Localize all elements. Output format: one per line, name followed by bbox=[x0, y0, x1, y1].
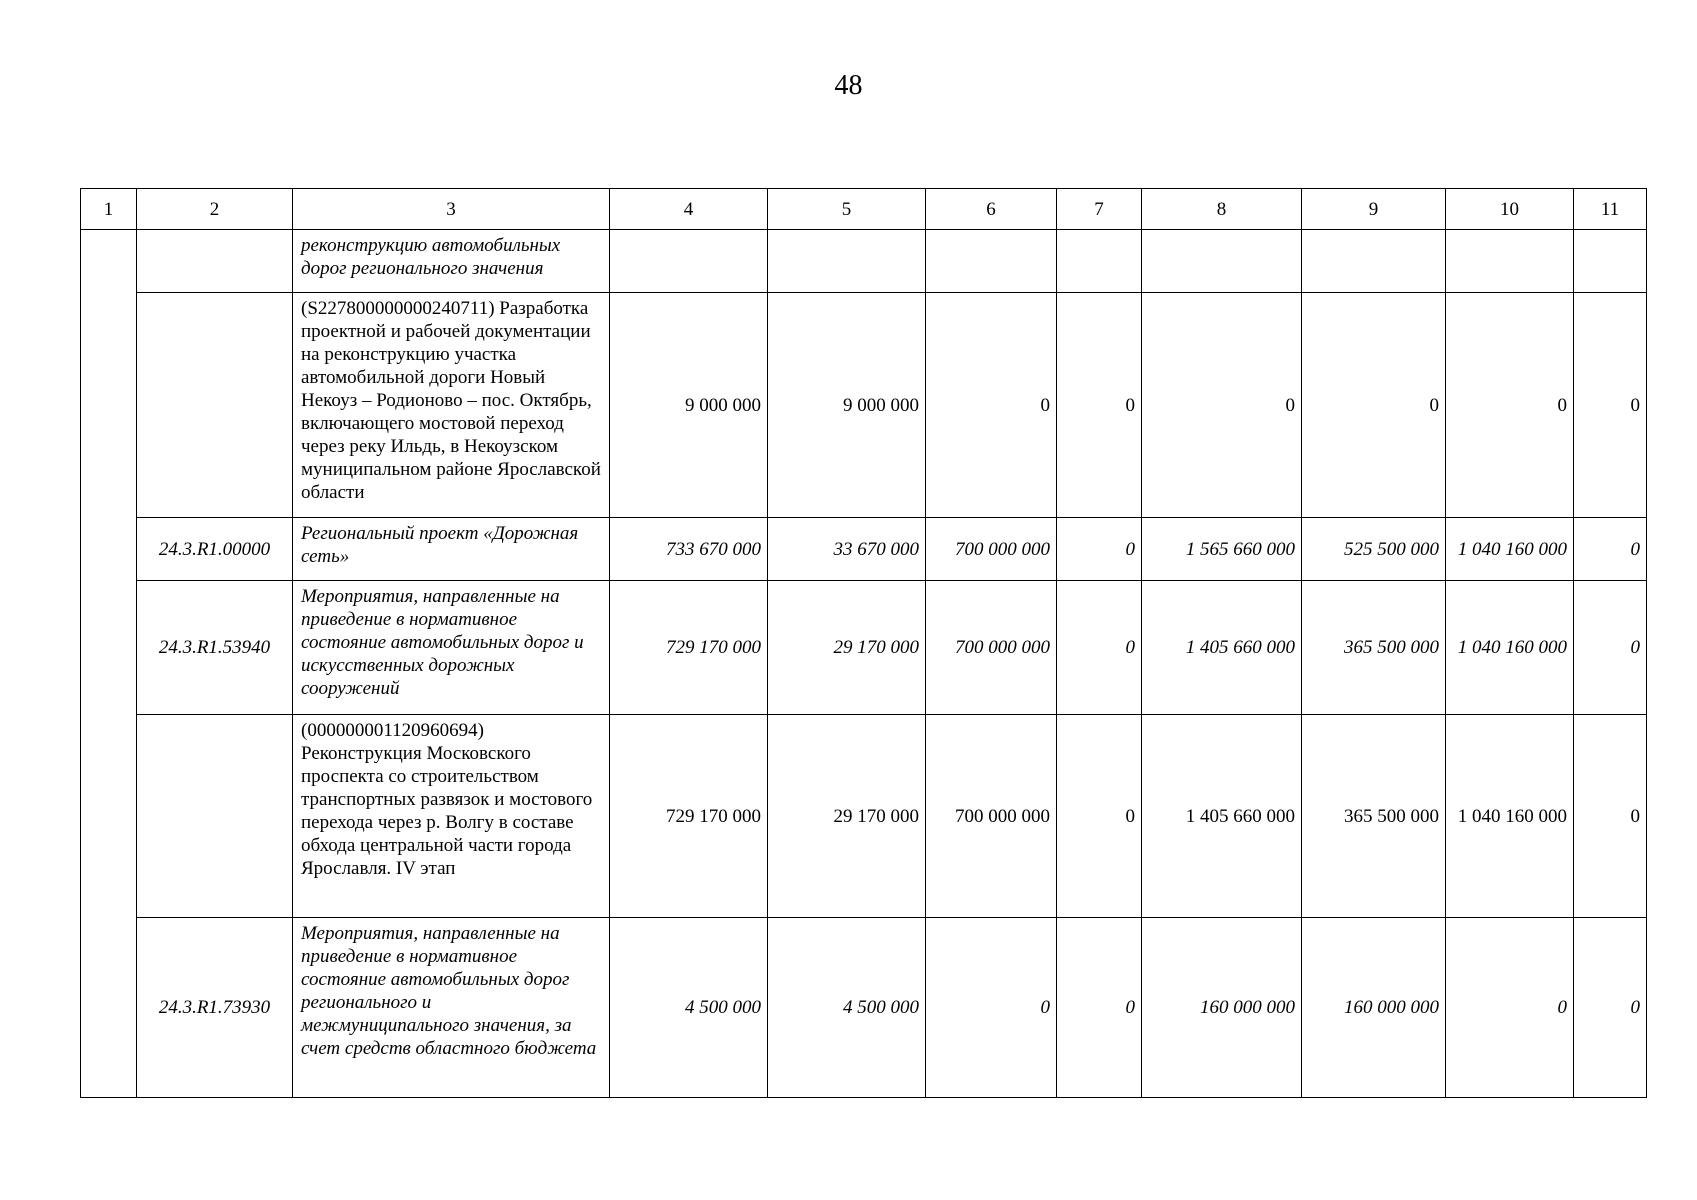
value-cell bbox=[1302, 230, 1446, 293]
header-cell: 8 bbox=[1142, 189, 1302, 230]
value-cell bbox=[768, 230, 926, 293]
header-cell: 4 bbox=[610, 189, 768, 230]
value-cell: 700 000 000 bbox=[926, 715, 1057, 918]
row-description: Региональный проект «Дорожная сеть» bbox=[293, 518, 610, 581]
value-cell: 0 bbox=[1446, 293, 1574, 518]
row-description: реконструкцию автомобильных дорог регионального значения bbox=[293, 230, 610, 293]
header-cell: 10 bbox=[1446, 189, 1574, 230]
value-cell: 0 bbox=[1446, 918, 1574, 1098]
table-row bbox=[81, 715, 1647, 918]
value-cell: 9 000 000 bbox=[768, 293, 926, 518]
header-cell: 1 bbox=[81, 189, 137, 230]
row-description: (000000001120960694) Реконструкция Московского проспекта со строительством транспортных развязок и мостового перехода через р. Волгу в составе обхода центральной части города Ярославля. IV этап bbox=[293, 715, 610, 918]
value-cell bbox=[610, 230, 768, 293]
value-cell: 0 bbox=[1057, 581, 1142, 715]
value-cell: 160 000 000 bbox=[1142, 918, 1302, 1098]
value-cell: 0 bbox=[1057, 293, 1142, 518]
value-cell: 1 405 660 000 bbox=[1142, 715, 1302, 918]
value-cell bbox=[1057, 230, 1142, 293]
header-cell: 2 bbox=[137, 189, 293, 230]
value-cell: 4 500 000 bbox=[610, 918, 768, 1098]
row-code: 24.3.R1.53940 bbox=[137, 581, 293, 715]
table-header-row bbox=[81, 189, 1647, 230]
value-cell: 0 bbox=[1142, 293, 1302, 518]
header-cell: 7 bbox=[1057, 189, 1142, 230]
row-description: Мероприятия, направленные на приведение в нормативное состояние автомобильных дорог регионального и межмуниципального значения, за счет средств областного бюджета bbox=[293, 918, 610, 1098]
value-cell: 0 bbox=[926, 918, 1057, 1098]
value-cell: 729 170 000 bbox=[610, 581, 768, 715]
value-cell: 29 170 000 bbox=[768, 581, 926, 715]
header-cell: 3 bbox=[293, 189, 610, 230]
value-cell: 1 040 160 000 bbox=[1446, 518, 1574, 581]
table-row bbox=[81, 918, 1647, 1098]
value-cell: 0 bbox=[1574, 715, 1647, 918]
value-cell bbox=[1574, 230, 1647, 293]
header-cell: 11 bbox=[1574, 189, 1647, 230]
value-cell: 0 bbox=[1057, 715, 1142, 918]
value-cell: 0 bbox=[1574, 293, 1647, 518]
value-cell: 700 000 000 bbox=[926, 581, 1057, 715]
header-cell: 5 bbox=[768, 189, 926, 230]
value-cell: 365 500 000 bbox=[1302, 715, 1446, 918]
value-cell: 33 670 000 bbox=[768, 518, 926, 581]
row-code bbox=[137, 293, 293, 518]
row-code bbox=[137, 230, 293, 293]
value-cell: 733 670 000 bbox=[610, 518, 768, 581]
section-number-cell bbox=[81, 230, 137, 1098]
value-cell: 700 000 000 bbox=[926, 518, 1057, 581]
row-code bbox=[137, 715, 293, 918]
value-cell: 1 565 660 000 bbox=[1142, 518, 1302, 581]
table-row bbox=[81, 518, 1647, 581]
value-cell bbox=[1142, 230, 1302, 293]
value-cell: 0 bbox=[1057, 918, 1142, 1098]
table-row bbox=[81, 581, 1647, 715]
value-cell: 0 bbox=[1574, 581, 1647, 715]
table-row bbox=[81, 293, 1647, 518]
value-cell bbox=[926, 230, 1057, 293]
page-number: 48 bbox=[834, 70, 863, 101]
value-cell: 4 500 000 bbox=[768, 918, 926, 1098]
budget-table bbox=[80, 188, 1647, 1098]
value-cell bbox=[1446, 230, 1574, 293]
value-cell: 0 bbox=[1057, 518, 1142, 581]
header-cell: 9 bbox=[1302, 189, 1446, 230]
row-description: Мероприятия, направленные на приведение в нормативное состояние автомобильных дорог и искусственных дорожных сооружений bbox=[293, 581, 610, 715]
header-cell: 6 bbox=[926, 189, 1057, 230]
row-code: 24.3.R1.00000 bbox=[137, 518, 293, 581]
table-row bbox=[81, 230, 1647, 293]
value-cell: 0 bbox=[1302, 293, 1446, 518]
row-description: (S227800000000240711) Разработка проектной и рабочей документации на реконструкцию участка автомобильной дороги Новый Некоуз – Родионово – пос. Октябрь, включающего мостовой переход через реку Ильдь, в Некоузском муниципальном районе Ярославской области bbox=[293, 293, 610, 518]
value-cell: 0 bbox=[1574, 518, 1647, 581]
value-cell: 1 040 160 000 bbox=[1446, 581, 1574, 715]
value-cell: 160 000 000 bbox=[1302, 918, 1446, 1098]
value-cell: 9 000 000 bbox=[610, 293, 768, 518]
value-cell: 1 040 160 000 bbox=[1446, 715, 1574, 918]
value-cell: 525 500 000 bbox=[1302, 518, 1446, 581]
value-cell: 729 170 000 bbox=[610, 715, 768, 918]
value-cell: 365 500 000 bbox=[1302, 581, 1446, 715]
table-body bbox=[81, 189, 1647, 1098]
value-cell: 29 170 000 bbox=[768, 715, 926, 918]
value-cell: 1 405 660 000 bbox=[1142, 581, 1302, 715]
row-code: 24.3.R1.73930 bbox=[137, 918, 293, 1098]
value-cell: 0 bbox=[926, 293, 1057, 518]
value-cell: 0 bbox=[1574, 918, 1647, 1098]
